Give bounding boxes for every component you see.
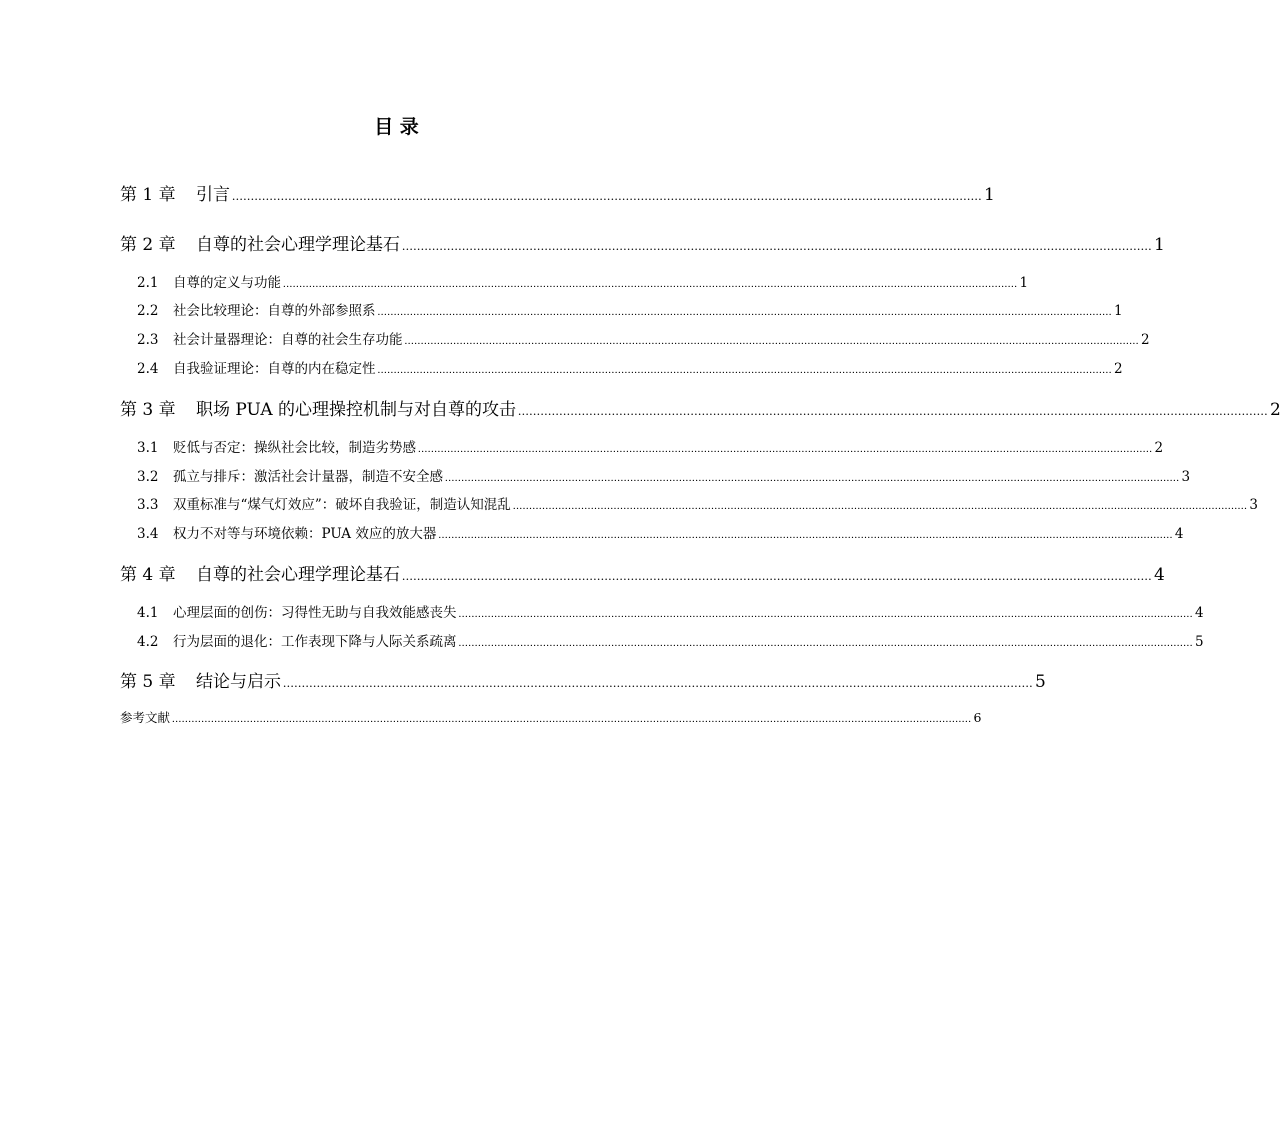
toc-entry-title: 孤立与排斥：激活社会计量器，制造不安全感 xyxy=(173,469,443,485)
toc-entry-number: 第 5 章 xyxy=(120,672,176,692)
toc-entry-page: 2 xyxy=(1141,332,1150,348)
toc-entry-title: 结论与启示 xyxy=(196,672,281,692)
toc-entry-number: 第 2 章 xyxy=(120,235,176,255)
toc-entry-title: 自尊的定义与功能 xyxy=(173,275,281,291)
toc-entry-number: 3.3 xyxy=(137,497,159,513)
toc-entry-title: 职场 PUA 的心理操控机制与对自尊的攻击 xyxy=(196,400,517,420)
toc-entry-page: 5 xyxy=(1035,672,1046,692)
toc-entry-title: 社会比较理论：自尊的外部参照系 xyxy=(173,303,376,319)
dot-leader: ........................................................................................................................................................................................................ xyxy=(518,403,1269,418)
toc-entry-number: 4.1 xyxy=(137,605,159,621)
toc-entry-title: 社会计量器理论：自尊的社会生存功能 xyxy=(173,332,403,348)
dot-leader: ........................................................................................................................................................................................................ xyxy=(232,188,982,203)
dot-leader: ........................................................................................................................................................................................................ xyxy=(402,568,1152,583)
toc-entry-number: 2.3 xyxy=(137,332,159,348)
toc-entry-title: 参考文献 xyxy=(120,710,171,725)
toc-entry-chapter-5[interactable] xyxy=(120,667,1046,692)
toc-entry-title: 自我验证理论：自尊的内在稳定性 xyxy=(173,361,376,377)
dot-leader: .................................................................................................................................................................................................................................. xyxy=(418,443,1153,455)
toc-entry-references[interactable] xyxy=(120,708,982,726)
toc-entry-number: 第 3 章 xyxy=(120,400,176,420)
toc-entry-chapter-1[interactable] xyxy=(120,180,995,205)
toc-entry-number: 3.1 xyxy=(137,440,159,456)
toc-entry-title: 双重标准与“煤气灯效应”：破坏自我验证，制造认知混乱 xyxy=(173,497,511,513)
toc-entry-number: 2.2 xyxy=(137,303,159,319)
toc-entry-section-2-4[interactable] xyxy=(137,357,1123,377)
toc-entry-section-2-1[interactable] xyxy=(137,271,1029,291)
dot-leader: .................................................................................................................................................................................................................................. xyxy=(283,278,1018,290)
toc-entry-page: 6 xyxy=(973,710,982,725)
toc-entry-chapter-4[interactable] xyxy=(120,560,1165,585)
toc-entry-title: 贬低与否定：操纵社会比较，制造劣势感 xyxy=(173,440,416,456)
toc-entry-number: 3.4 xyxy=(137,526,159,542)
dot-leader: .................................................................................................................................................................................................................................. xyxy=(377,364,1112,376)
toc-entry-section-4-2[interactable] xyxy=(137,630,1204,650)
toc-entry-number: 第 4 章 xyxy=(120,565,176,585)
toc-entry-section-3-1[interactable] xyxy=(137,436,1164,456)
toc-entry-number: 第 1 章 xyxy=(120,185,176,205)
toc-entry-chapter-2[interactable] xyxy=(120,230,1165,255)
dot-leader: ........................................................................................................................................................................................................ xyxy=(283,675,1033,690)
dot-leader: .................................................................................................................................................................................................................................. xyxy=(458,608,1193,620)
toc-entry-title: 行为层面的退化：工作表现下降与人际关系疏离 xyxy=(173,634,457,650)
toc-entry-page: 3 xyxy=(1181,469,1191,485)
dot-leader: .................................................................................................................................................................................................................................. xyxy=(458,637,1193,649)
toc-entry-title: 心理层面的创伤：习得性无助与自我效能感丧失 xyxy=(173,605,457,621)
toc-entry-title: 引言 xyxy=(196,185,230,205)
toc-entry-section-2-3[interactable] xyxy=(137,328,1150,348)
toc-entry-chapter-3[interactable] xyxy=(120,395,1281,420)
dot-leader: .................................................................................................................................................................................................................................. xyxy=(512,500,1248,512)
toc-entry-page: 3 xyxy=(1249,497,1258,513)
toc-entry-page: 5 xyxy=(1195,634,1204,650)
toc-entry-section-2-2[interactable] xyxy=(137,299,1123,319)
toc-entry-section-4-1[interactable] xyxy=(137,601,1204,621)
dot-leader: ...................................................................................................................................................................................................................................................... xyxy=(172,713,972,725)
toc-entry-section-3-2[interactable] xyxy=(137,465,1191,485)
toc-entry-page: 4 xyxy=(1174,526,1184,542)
toc-entry-number: 2.1 xyxy=(137,275,159,291)
toc-entry-title: 自尊的社会心理学理论基石 xyxy=(196,235,400,255)
dot-leader: .................................................................................................................................................................................................................................. xyxy=(377,306,1112,318)
dot-leader: .................................................................................................................................................................................................................................. xyxy=(445,472,1180,484)
toc-entry-section-3-4[interactable] xyxy=(137,522,1184,542)
dot-leader: .................................................................................................................................................................................................................................. xyxy=(438,529,1173,541)
toc-entry-title: 权力不对等与环境依赖：PUA 效应的放大器 xyxy=(173,526,437,542)
toc-entry-page: 2 xyxy=(1114,361,1123,377)
dot-leader: ........................................................................................................................................................................................................ xyxy=(402,238,1152,253)
toc-entry-page: 1 xyxy=(1154,235,1165,255)
toc-entry-page: 4 xyxy=(1195,605,1204,621)
toc-entry-number: 4.2 xyxy=(137,634,159,650)
toc-entry-page: 2 xyxy=(1154,440,1164,456)
toc-entry-section-3-3[interactable] xyxy=(137,493,1258,513)
toc-entry-page: 4 xyxy=(1154,565,1165,585)
toc-entry-number: 2.4 xyxy=(137,361,159,377)
toc-entry-page: 2 xyxy=(1270,400,1281,420)
toc-entry-page: 1 xyxy=(984,185,995,205)
toc-entry-page: 1 xyxy=(1019,275,1029,291)
page-title: 目 录 xyxy=(374,116,419,138)
toc-entry-page: 1 xyxy=(1114,303,1123,319)
toc-entry-title: 自尊的社会心理学理论基石 xyxy=(196,565,400,585)
dot-leader: .................................................................................................................................................................................................................................. xyxy=(404,335,1139,347)
toc-entry-number: 3.2 xyxy=(137,469,159,485)
